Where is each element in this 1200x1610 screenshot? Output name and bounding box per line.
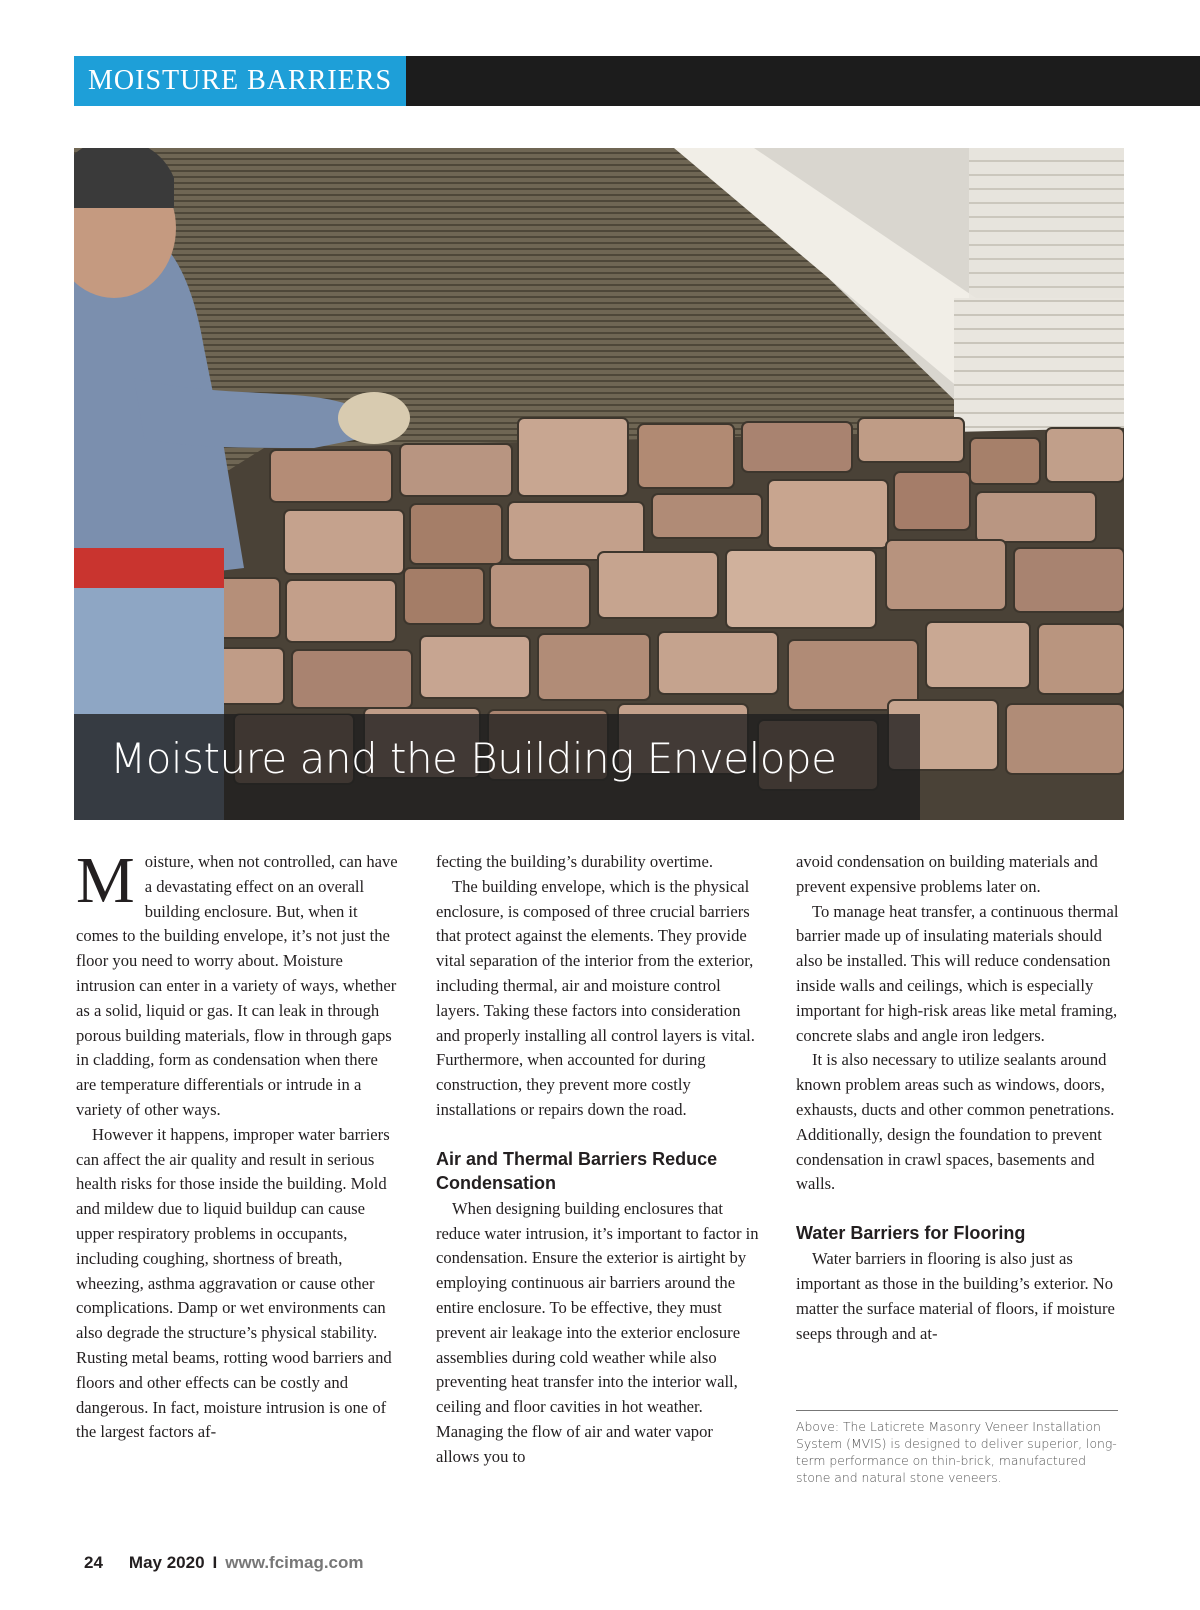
article-column-3 <box>796 850 1122 1346</box>
paragraph: To manage heat transfer, a continuous thermal barrier made up of insulating materials should also be installed. This will reduce condensation inside walls and ceilings, which is especially important for high-risk areas like metal framing, concrete slabs and angle iron ledgers. <box>796 901 1119 1045</box>
paragraph: However it happens, improper water barriers can affect the air quality and result in serious health risks for those inside the building. Mold and mildew due to liquid buildup can cause upper respiratory problems in occupants, including coughing, shortness of breath, wheezing, asthma aggravation or cause other complications. Damp or wet environments can also degrade the structure’s physical stability. Rusting metal beams, rotting wood barriers and floors and other effects can be costly and dangerous. In fact, moisture intrusion is one of the largest factors af- <box>76 1124 392 1442</box>
website-link[interactable]: www.fcimag.com <box>225 1553 364 1572</box>
drop-cap: M <box>76 844 135 917</box>
paragraph <box>76 844 400 1123</box>
section-subhead: Air and Thermal Barriers Reduce Condensation <box>436 1148 718 1193</box>
section-header-bar <box>74 56 1200 106</box>
paragraph: The building envelope, which is the physical enclosure, is composed of three crucial barriers that protect against the elements. They provide vital separation of the interior from the exterior, including thermal, air and moisture control layers. Taking these factors into consideration and properly installing all control layers is vital. Furthermore, when accounted for during construction, they prevent more costly installations or repairs down the road. <box>436 876 755 1119</box>
paragraph: avoid condensation on building materials and prevent expensive problems later on. <box>796 852 1098 896</box>
paragraph: It is also necessary to utilize sealants around known problem areas such as windows, doors, exhausts, ducts and other common penetrations. Additionally, design the foundation to prevent condensation in crawl spaces, basements and walls. <box>796 1050 1115 1194</box>
hero-title-overlay <box>74 714 920 820</box>
footer-separator: I <box>212 1553 218 1572</box>
page-number: 24 <box>84 1553 103 1572</box>
hero-photo <box>74 148 1124 820</box>
article-column-2 <box>436 850 760 1470</box>
section-label: MOISTURE BARRIERS <box>74 56 406 106</box>
issue-date: May 2020 <box>128 1553 205 1572</box>
paragraph: When designing building enclosures that reduce water intrusion, it’s important to factor in condensation. Ensure the exterior is airtight by employing continuous air barriers around the entire enclosure. To be effective, they must prevent air leakage into the exterior enclosure assemblies during cold weather while also preventing heat transfer into the interior wall, ceiling and floor cavities in hot weather. Managing the flow of air and water vapor allows you to <box>436 1198 759 1466</box>
article-column-1 <box>76 844 400 1445</box>
paragraph: Water barriers in flooring is also just as important as those in the building’s exterior. No matter the surface material of floors, if moisture seeps through and at- <box>796 1249 1115 1343</box>
paragraph: fecting the building’s durability overtime. <box>436 852 713 871</box>
page-footer <box>84 1553 364 1573</box>
photo-caption: Above: The Laticrete Masonry Veneer Installation System (MVIS) is designed to deliver superior, long-term performance on thin-brick, manufactured stone and natural stone veneers. <box>796 1419 1117 1485</box>
section-subhead: Water Barriers for Flooring <box>796 1223 1026 1244</box>
caption-divider <box>796 1410 1118 1411</box>
article-title: Moisture and the Building Envelope <box>110 734 837 783</box>
paragraph-text: oisture, when not controlled, can have a devastating effect on an overall building enclosure. But, when it comes to the building envelope, it’s not just the floor you need to worry about. Moisture intrusion can enter in a variety of ways, whether as a solid, liquid or gas. It can leak in through porous building materials, flow in through gaps in cladding, form as condensation when there are temperature differentials or intrude in a variety of other ways. <box>76 852 398 1119</box>
